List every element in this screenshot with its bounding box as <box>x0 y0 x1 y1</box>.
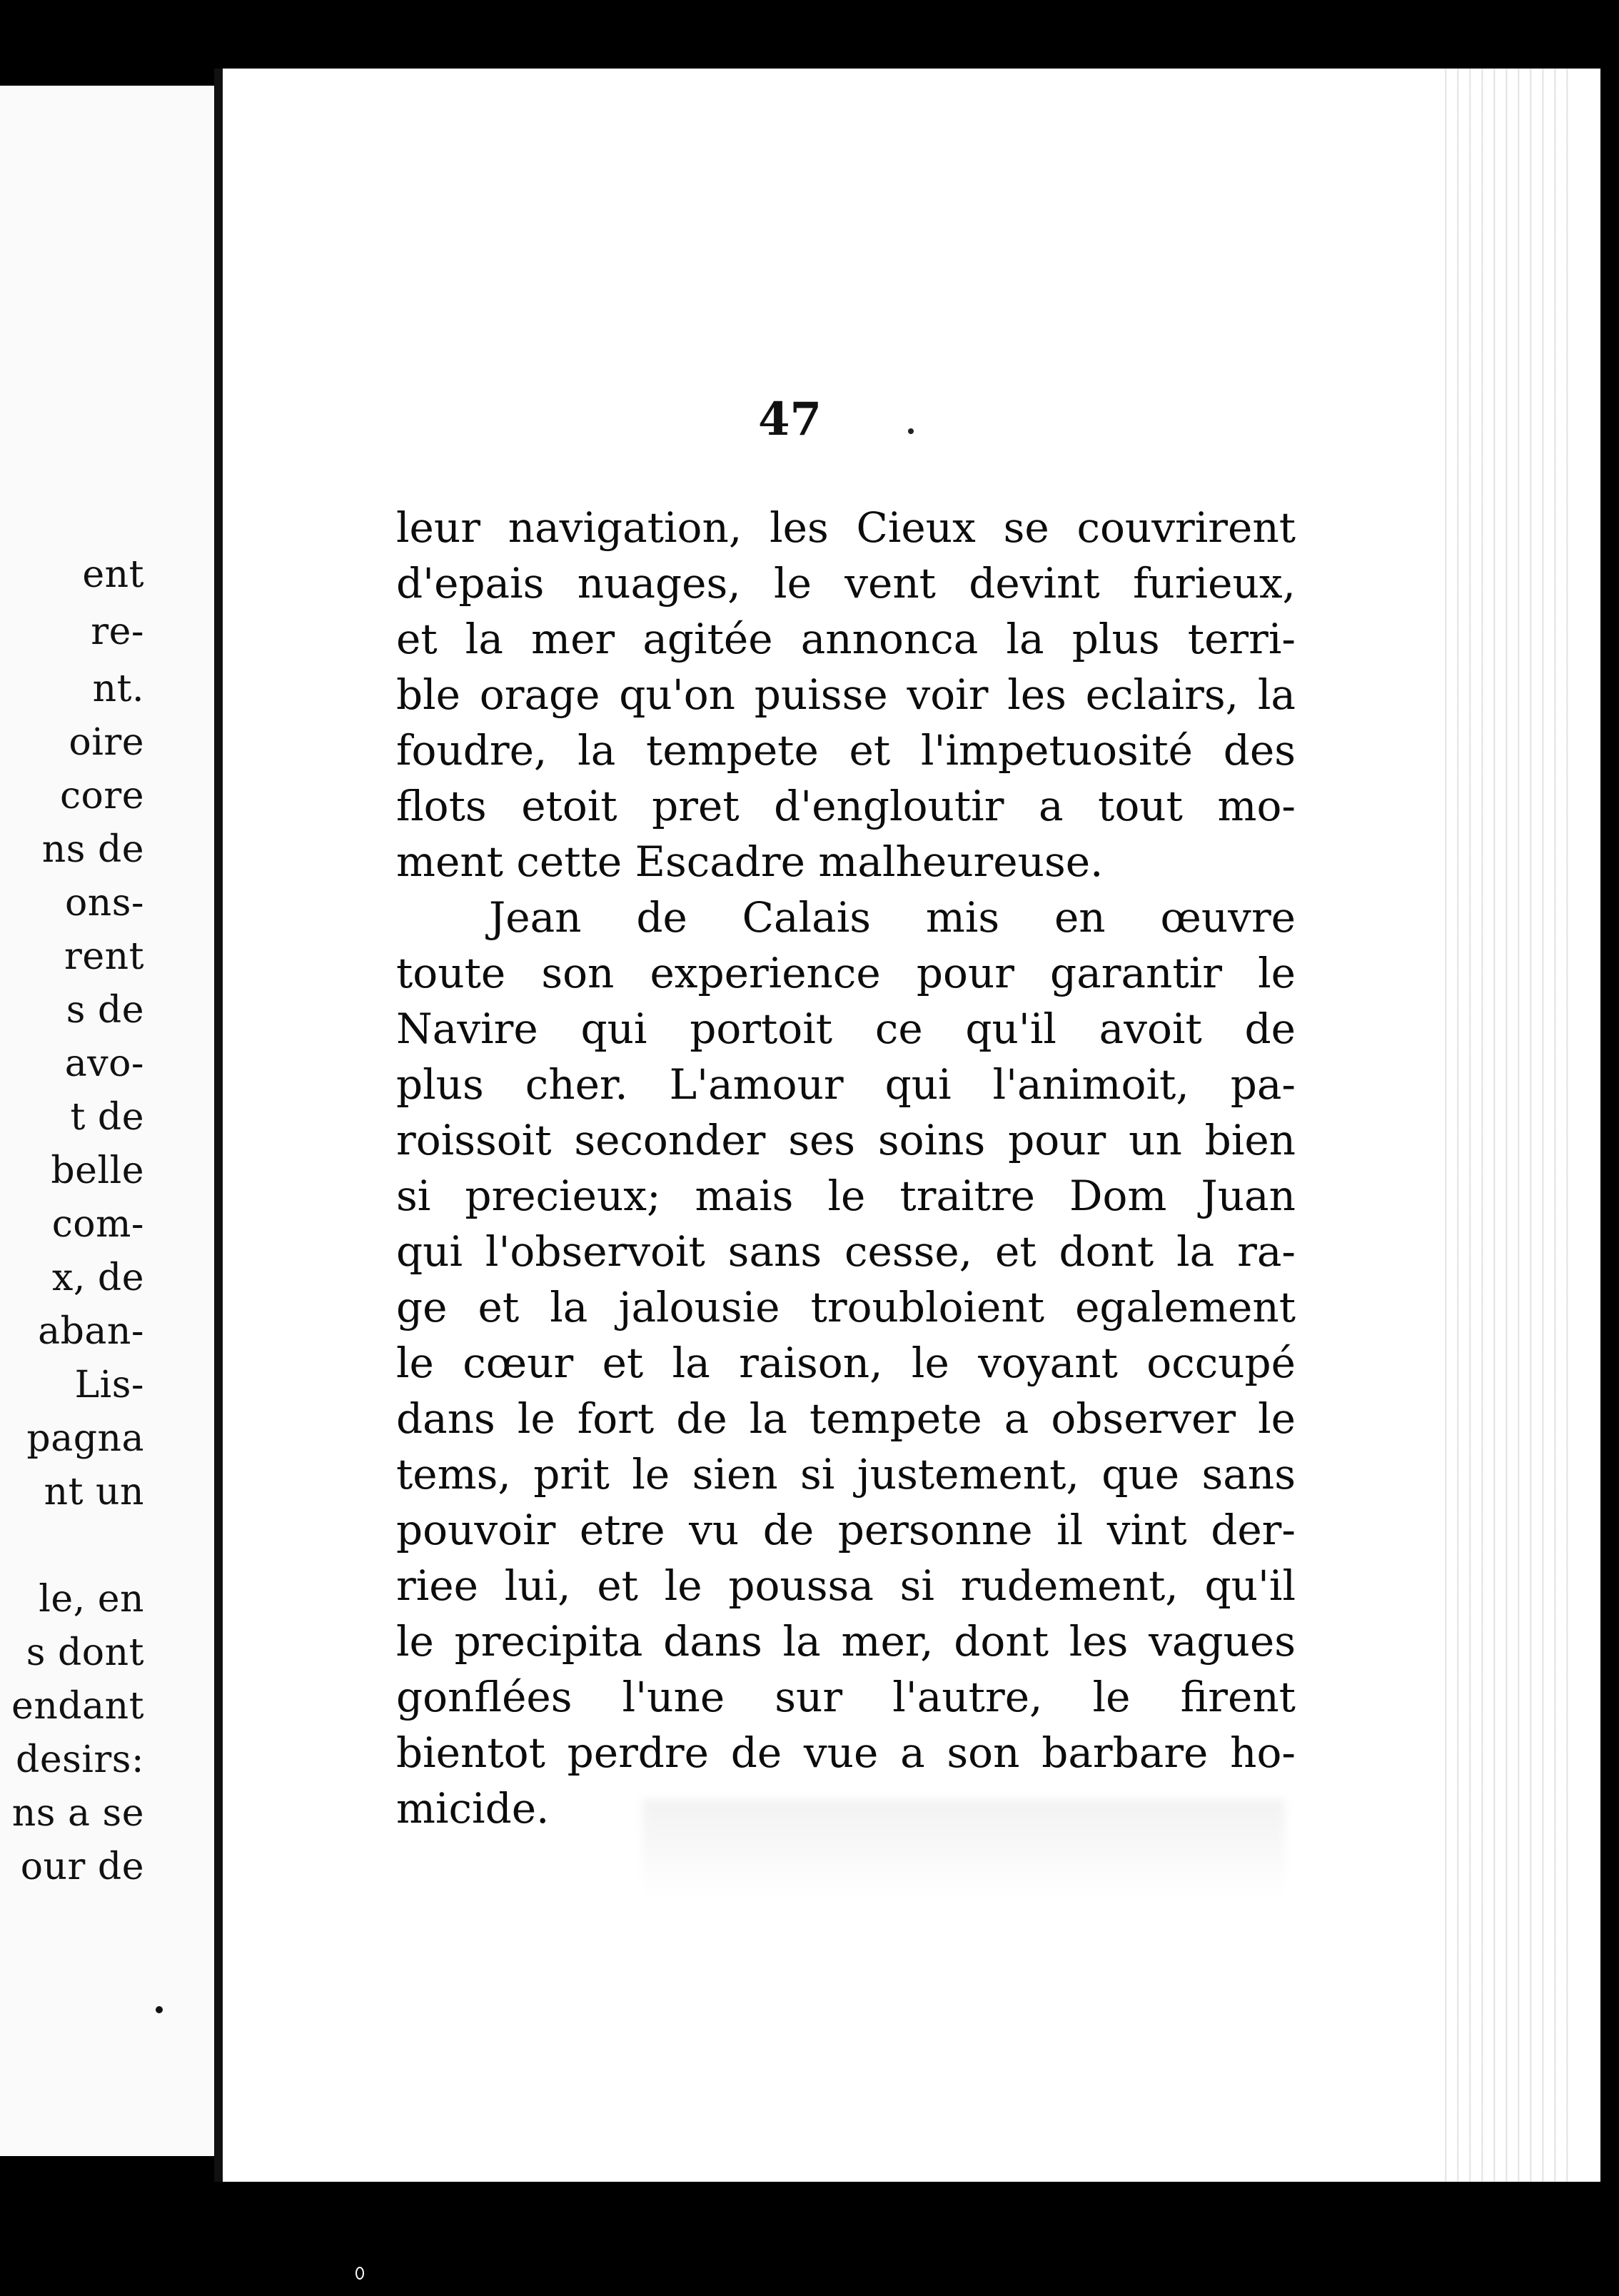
page-number: 47 <box>758 393 822 446</box>
left-page-line: re- <box>91 610 144 653</box>
left-page-line: avo- <box>64 1042 144 1085</box>
text-line: leur navigation, les Cieux se couvrirent <box>396 503 1296 552</box>
text-line: pouvoir etre vu de personne il vint der- <box>396 1506 1296 1554</box>
ink-speck <box>908 428 914 434</box>
left-page-line: ns de <box>41 828 144 871</box>
left-page-line: belle <box>51 1149 144 1192</box>
page-fore-edge <box>1435 69 1578 2182</box>
left-page-line: s de <box>66 989 144 1032</box>
text-line: toute son experience pour garantir le <box>396 949 1296 997</box>
left-page-line: rent <box>64 935 144 978</box>
left-page-line: our de <box>20 1846 144 1888</box>
left-page-line: Lis- <box>74 1364 144 1406</box>
show-through-bleed <box>642 1799 1285 1899</box>
text-line: et la mer agitée annonca la plus terri- <box>396 615 1296 663</box>
scan-mark <box>355 2267 364 2280</box>
page-body-text <box>396 500 1296 1836</box>
text-line: riee lui, et le poussa si rudement, qu'il <box>396 1561 1296 1610</box>
text-line: roissoit seconder ses soins pour un bien <box>396 1116 1296 1164</box>
left-page-line: oire <box>69 721 144 764</box>
text-line: flots etoit pret d'engloutir a tout mo- <box>396 782 1296 830</box>
left-page-line: s dont <box>26 1631 144 1674</box>
left-page-line: x, de <box>52 1257 144 1299</box>
left-page-line: aban- <box>38 1310 144 1353</box>
text-line: le cœur et la raison, le voyant occupé <box>396 1339 1296 1387</box>
left-page-line: core <box>59 775 144 817</box>
text-line: tems, prit le sien si justement, que sans <box>396 1450 1296 1499</box>
left-page-line: nt. <box>92 668 144 710</box>
left-page-line: ons- <box>64 882 144 925</box>
text-line: gonflées l'une sur l'autre, le firent <box>396 1673 1296 1721</box>
text-line: Navire qui portoit ce qu'il avoit de <box>396 1004 1296 1053</box>
text-line: si precieux; mais le traitre Dom Juan <box>396 1172 1296 1220</box>
text-line: le precipita dans la mer, dont les vagues <box>396 1617 1296 1666</box>
left-page-line: endant <box>11 1685 144 1728</box>
left-page-line: t de <box>70 1096 144 1139</box>
ink-speck <box>156 2006 163 2013</box>
text-line: dans le fort de la tempete a observer le <box>396 1394 1296 1443</box>
text-line: micide. <box>396 1784 550 1833</box>
text-line: foudre, la tempete et l'impetuosité des <box>396 726 1296 775</box>
left-page-line: com- <box>51 1203 144 1246</box>
text-line: ble orage qu'on puisse voir les eclairs, la <box>396 670 1296 719</box>
left-page-line: nt un <box>44 1471 144 1514</box>
text-line: ge et la jalousie troubloient egalement <box>396 1283 1296 1331</box>
text-line: qui l'observoit sans cesse, et dont la ra- <box>396 1227 1296 1276</box>
left-page-line: le, en <box>39 1578 144 1621</box>
left-page-line: ent <box>82 553 144 596</box>
text-line: Jean de Calais mis en œuvre <box>489 893 1296 942</box>
text-line: d'epais nuages, le vent devint furieux, <box>396 559 1296 608</box>
text-line: plus cher. L'amour qui l'animoit, pa- <box>396 1060 1296 1109</box>
text-line: bientot perdre de vue a son barbare ho- <box>396 1728 1296 1777</box>
text-line: ment cette Escadre malheureuse. <box>396 837 1104 886</box>
left-page <box>0 86 240 2156</box>
left-page-line: ns a se <box>11 1792 144 1835</box>
left-page-line: desirs: <box>16 1738 144 1781</box>
left-page-line: pagna <box>26 1417 144 1460</box>
